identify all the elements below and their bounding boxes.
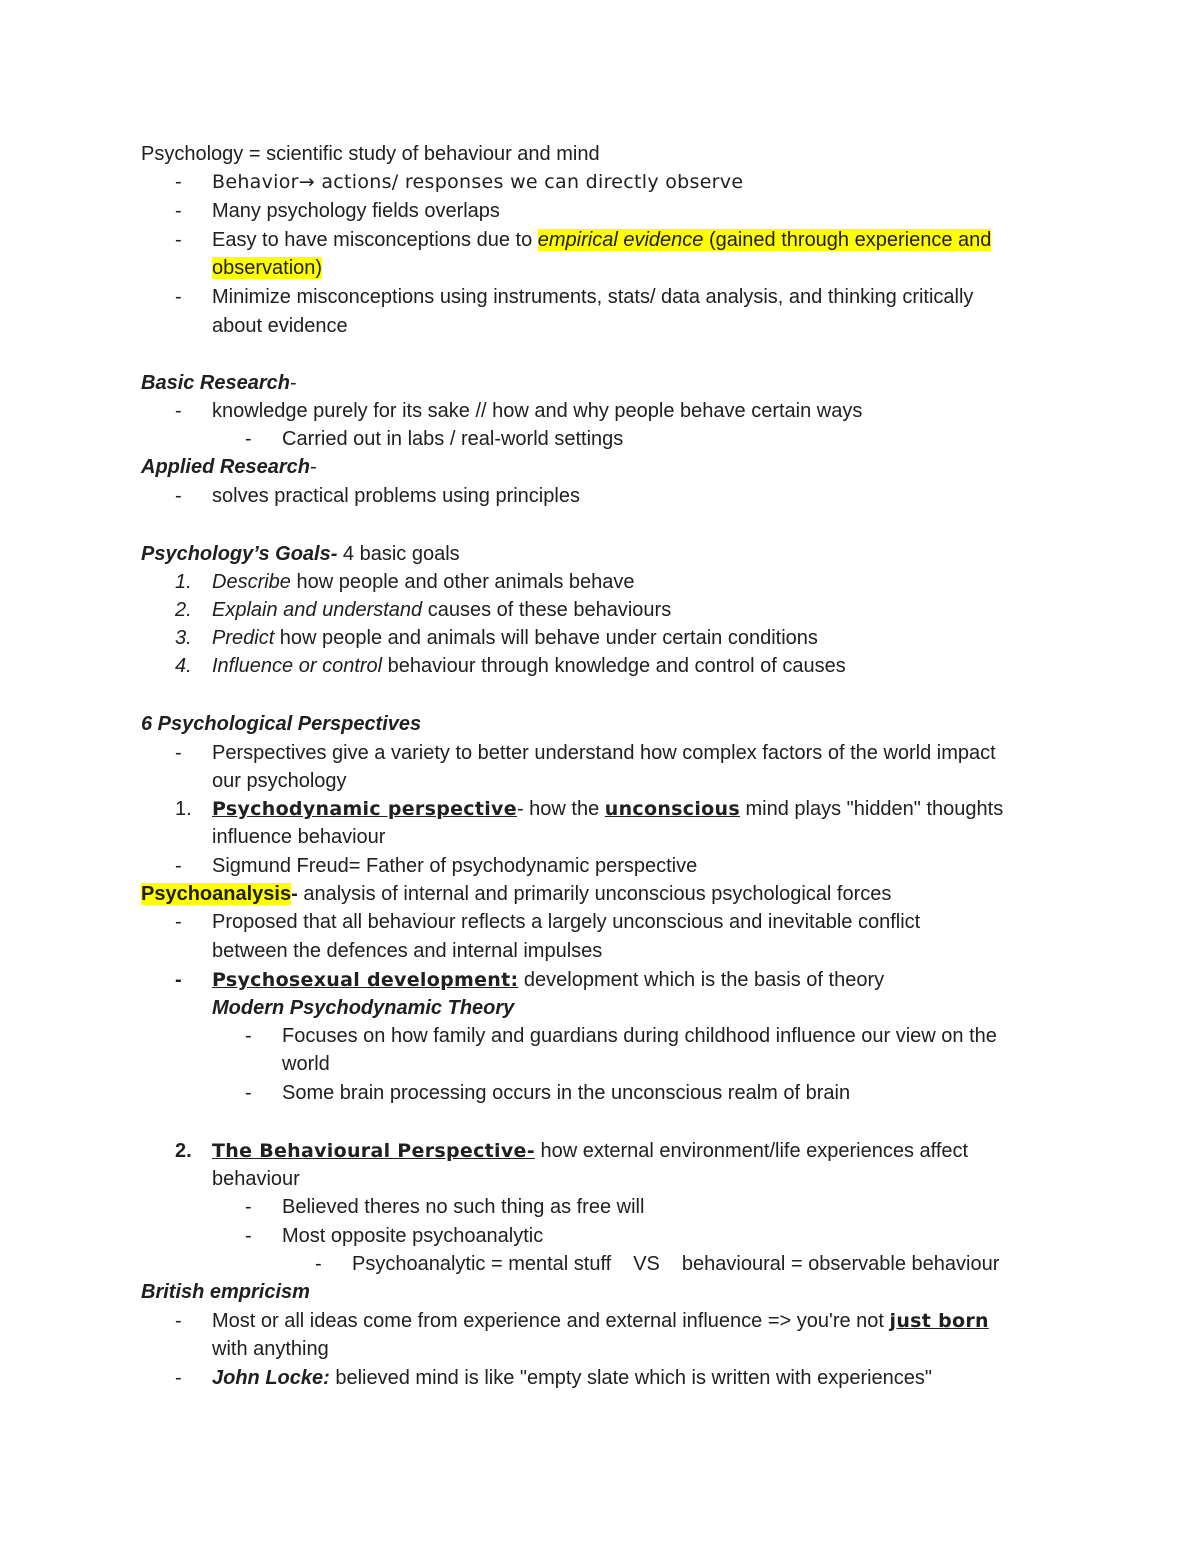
goal-verb: Explain and understand: [212, 599, 423, 621]
bullet-dash: -: [175, 400, 182, 422]
psychoanalysis-term: Psychoanalysis: [141, 883, 292, 905]
term-dash: -: [291, 883, 298, 905]
text: development which is the basis of theory: [518, 969, 885, 991]
heading-text: Psychology’s Goals-: [141, 543, 338, 565]
list-number: 4.: [175, 655, 192, 677]
goal-rest: how people and animals will behave under certain conditions: [274, 627, 818, 649]
bullet-dash: -: [175, 485, 182, 507]
bullet-dash: -: [175, 229, 182, 251]
intro-definition: Psychology = scientific study of behaviour and mind: [141, 143, 600, 165]
bullet-dash: -: [175, 171, 182, 193]
bullet-dash: -: [245, 1025, 252, 1047]
psychoanalysis-line: [141, 880, 891, 908]
highlight-text: observation): [212, 257, 323, 279]
text: Psychoanalytic = mental stuff: [352, 1253, 612, 1275]
psychodynamic-title: Psychodynamic perspective: [212, 798, 517, 820]
locke-name: John Locke:: [212, 1367, 330, 1389]
list-number: 2.: [175, 599, 192, 621]
intro-bullet-misconceptions: [212, 226, 991, 254]
text: mind plays "hidden" thoughts: [739, 798, 1004, 820]
heading-suffix: -: [309, 456, 317, 478]
psychodynamic-item: [212, 795, 1003, 823]
perspectives-bullet-cont: our psychology: [212, 770, 347, 792]
behavioural-sub-bullet: Believed theres no such thing as free will: [282, 1196, 645, 1218]
locke-bullet: [212, 1364, 932, 1392]
highlight-text: (gained through experience and: [703, 229, 992, 251]
goal-item: [212, 624, 818, 652]
behavioural-item-cont: behaviour: [212, 1168, 300, 1190]
perspectives-heading: 6 Psychological Perspectives: [141, 713, 422, 735]
comparison-line: [352, 1250, 999, 1278]
bullet-dash: -: [175, 742, 182, 764]
goal-rest: how people and other animals behave: [290, 571, 635, 593]
psychodynamic-item-cont: influence behaviour: [212, 826, 386, 848]
bullet-dash: -: [175, 855, 182, 877]
unconscious-keyword: unconscious: [604, 798, 740, 820]
list-number: 3.: [175, 627, 192, 649]
psychosexual-term: Psychosexual development:: [212, 969, 519, 991]
bullet-dash: -: [245, 1082, 252, 1104]
intro-bullet-overlaps: Many psychology fields overlaps: [212, 200, 500, 222]
text: - how the: [516, 798, 605, 820]
behavioural-item: [212, 1137, 968, 1165]
behavioural-title: The Behavioural Perspective-: [212, 1140, 535, 1162]
basic-research-sub-bullet: Carried out in labs / real-world settings: [282, 428, 624, 450]
psychoanalysis-bullet-cont: between the defences and internal impulses: [212, 940, 603, 962]
intro-bullet-behavior: Behavior→ actions/ responses we can directly observe: [212, 171, 744, 193]
bullet-dash: -: [245, 1225, 252, 1247]
heading-suffix: 4 basic goals: [337, 543, 460, 565]
modern-sub-bullet: Some brain processing occurs in the unconscious realm of brain: [282, 1082, 851, 1104]
basic-research-heading: [141, 369, 297, 397]
goal-rest: causes of these behaviours: [422, 599, 672, 621]
empiricism-bullet: [212, 1307, 989, 1335]
bullet-dash: -: [175, 911, 182, 933]
goals-heading: [141, 540, 460, 568]
bullet-dash: -: [245, 1196, 252, 1218]
definition: analysis of internal and primarily unconscious psychological forces: [297, 883, 892, 905]
list-number: 1.: [175, 571, 192, 593]
list-number: 1.: [175, 798, 192, 820]
text: behavioural = observable behaviour: [681, 1253, 1000, 1275]
perspectives-bullet: Perspectives give a variety to better understand how complex factors of the world impact: [212, 742, 996, 764]
basic-research-bullet: knowledge purely for its sake // how and why people behave certain ways: [212, 400, 863, 422]
just-born-keyword: just born: [889, 1310, 989, 1332]
text: Easy to have misconceptions due to: [212, 229, 538, 251]
text: Most or all ideas come from experience and external influence => you're not: [212, 1310, 890, 1332]
intro-bullet-minimize-cont: about evidence: [212, 315, 348, 337]
heading-text: Applied Research: [141, 456, 310, 478]
psychoanalysis-bullet: Proposed that all behaviour reflects a largely unconscious and inevitable conflict: [212, 911, 921, 933]
bullet-dash: -: [175, 969, 182, 991]
goal-rest: behaviour through knowledge and control of causes: [382, 655, 846, 677]
applied-research-heading: [141, 453, 317, 481]
goal-verb: Predict: [212, 627, 275, 649]
bullet-dash: -: [245, 428, 252, 450]
freud-bullet: Sigmund Freud= Father of psychodynamic perspective: [212, 855, 698, 877]
goal-verb: Describe: [212, 571, 291, 593]
goal-item: [212, 596, 671, 624]
modern-sub-bullet: Focuses on how family and guardians during childhood influence our view on the: [282, 1025, 997, 1047]
psychosexual-bullet: [212, 966, 884, 994]
list-number: 2.: [175, 1140, 192, 1162]
modern-psychodynamic-heading: Modern Psychodynamic Theory: [212, 997, 515, 1019]
applied-research-bullet: solves practical problems using principles: [212, 485, 580, 507]
bullet-dash: -: [175, 200, 182, 222]
goal-verb: Influence or control: [212, 655, 383, 677]
heading-text: Basic Research: [141, 372, 290, 394]
vs-text: VS: [633, 1253, 660, 1275]
goal-item: [212, 568, 635, 596]
highlight-empirical-evidence: empirical evidence: [537, 229, 704, 251]
bullet-dash: -: [175, 1367, 182, 1389]
behavioural-sub-bullet: Most opposite psychoanalytic: [282, 1225, 544, 1247]
intro-bullet-minimize: Minimize misconceptions using instruments, stats/ data analysis, and thinking critically: [212, 286, 974, 308]
bullet-dash: -: [175, 286, 182, 308]
modern-sub-bullet-cont: world: [282, 1053, 330, 1075]
text: how external environment/life experiences affect: [534, 1140, 969, 1162]
text: believed mind is like "empty slate which is written with experiences": [329, 1367, 933, 1389]
heading-suffix: -: [289, 372, 297, 394]
intro-bullet-misconceptions-cont: [212, 254, 322, 282]
bullet-dash: -: [315, 1253, 322, 1275]
empiricism-heading: British empricism: [141, 1281, 310, 1303]
goal-item: [212, 652, 846, 680]
empiricism-bullet-cont: with anything: [212, 1338, 329, 1360]
bullet-dash: -: [175, 1310, 182, 1332]
